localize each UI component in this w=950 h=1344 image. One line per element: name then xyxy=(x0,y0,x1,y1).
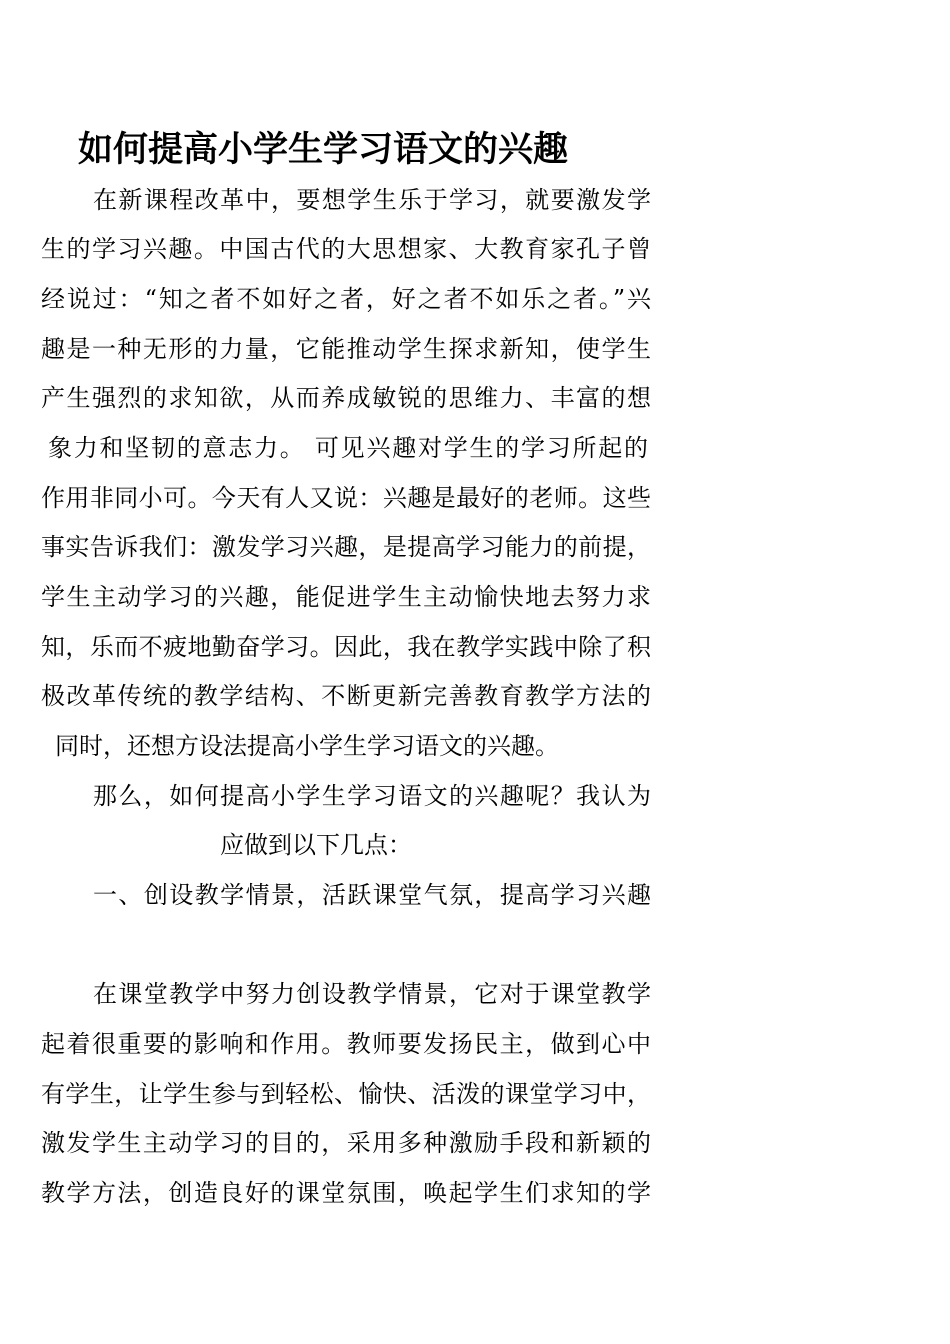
paragraph-line: 趣是一种无形的力量，它能推动学生探求新知，使学生 xyxy=(41,335,651,363)
paragraph-line: 起着很重要的影响和作用。教师要发扬民主，做到心中 xyxy=(41,1030,651,1058)
paragraph-line: 学生主动学习的兴趣，能促进学生主动愉快地去努力求 xyxy=(41,583,651,611)
section-heading: 一、创设教学情景，活跃课堂气氛，提高学习兴趣 xyxy=(93,881,651,909)
document-title: 如何提高小学生学习语文的兴趣 xyxy=(78,129,569,170)
paragraph-line: 知，乐而不疲地勤奋学习。因此，我在教学实践中除了积 xyxy=(41,633,651,661)
paragraph-line: 教学方法，创造良好的课堂氛围，唤起学生们求知的学 xyxy=(41,1179,651,1207)
paragraph-line: 在课堂教学中努力创设教学情景，它对于课堂教学 xyxy=(93,980,651,1008)
paragraph-line: 有学生，让学生参与到轻松、愉快、活泼的课堂学习中， xyxy=(41,1080,651,1108)
paragraph-line: 生的学习兴趣。中国古代的大思想家、大教育家孔子曾 xyxy=(41,235,651,263)
paragraph-line: 那么，如何提高小学生学习语文的兴趣呢？我认为 xyxy=(93,782,651,810)
paragraph-line: 在新课程改革中，要想学生乐于学习，就要激发学 xyxy=(93,186,651,214)
paragraph-line: 应做到以下几点： xyxy=(220,831,412,859)
paragraph-line: 极改革传统的教学结构、不断更新完善教育教学方法的 xyxy=(41,682,651,710)
paragraph-line: 经说过：“知之者不如好之者，好之者不如乐之者。”兴 xyxy=(41,285,651,313)
paragraph-line: 同时，还想方设法提高小学生学习语文的兴趣。 xyxy=(55,732,559,760)
paragraph-line: 象力和坚韧的意志力。 可见兴趣对学生的学习所起的 xyxy=(48,434,648,462)
paragraph-line: 事实告诉我们：激发学习兴趣，是提高学习能力的前提， xyxy=(41,533,651,561)
paragraph-line: 产生强烈的求知欲，从而养成敏锐的思维力、丰富的想 xyxy=(41,384,651,412)
paragraph-line: 作用非同小可。今天有人又说：兴趣是最好的老师。这些 xyxy=(41,484,651,512)
paragraph-line: 激发学生主动学习的目的，采用多种激励手段和新颖的 xyxy=(41,1129,651,1157)
